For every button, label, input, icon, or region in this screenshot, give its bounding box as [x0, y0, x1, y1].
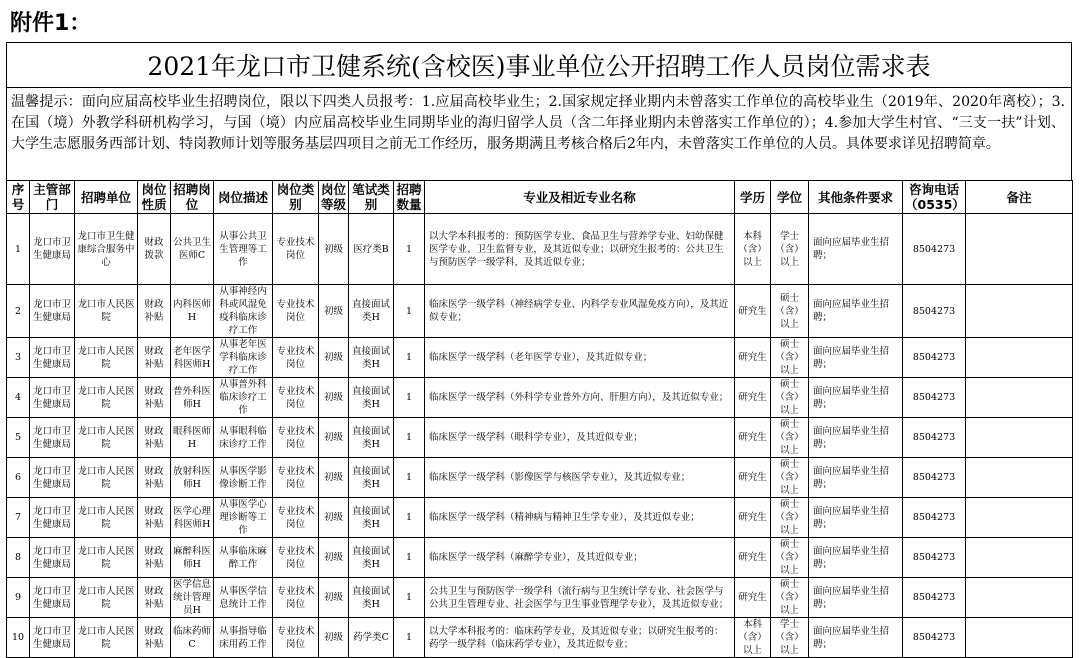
unit-cell: 龙口市人民医院: [75, 538, 138, 578]
phone-cell: 8504273: [903, 578, 966, 618]
major-cell: 以大学本科报考的：临床药学专业，及其近似专业；以研究生报考的：药学一级学科（临床药学专业），及其近似专业；: [425, 618, 735, 658]
conditions-cell: 面向应届毕业生招聘；: [809, 214, 903, 285]
nature-cell: 财政补贴: [138, 498, 171, 538]
post-type-cell: 专业技术岗位: [273, 498, 319, 538]
degree-cell: 硕士（含）以上: [771, 458, 809, 498]
row-number: 4: [7, 378, 30, 418]
nature-cell: 财政补贴: [138, 618, 171, 658]
level-cell: 初级: [319, 418, 349, 458]
post-cell: 麻醉科医师H: [171, 538, 214, 578]
desc-cell: 从事神经内科或风湿免疫科临床诊疗工作: [214, 285, 273, 338]
degree-cell: 硕士（含）以上: [771, 378, 809, 418]
education-cell: 研究生: [735, 498, 771, 538]
post-type-cell: 专业技术岗位: [273, 285, 319, 338]
phone-cell: 8504273: [903, 378, 966, 418]
degree-cell: 学士（含）以上: [771, 214, 809, 285]
remark-cell: [966, 578, 1073, 618]
major-cell: 公共卫生与预防医学一级学科（流行病与卫生统计学专业、社会医学与公共卫生管理专业、社会医学与卫生事业管理学专业），及其近似专业；: [425, 578, 735, 618]
post-type-cell: 专业技术岗位: [273, 378, 319, 418]
unit-cell: 龙口市人民医院: [75, 418, 138, 458]
degree-cell: 硕士（含）以上: [771, 538, 809, 578]
count-cell: 1: [394, 498, 425, 538]
unit-cell: 龙口市人民医院: [75, 578, 138, 618]
desc-cell: 从事医学影像诊断工作: [214, 458, 273, 498]
table-row: [7, 498, 1073, 538]
header-cell: 其他条件要求: [809, 181, 903, 214]
header-cell: 备注: [966, 181, 1073, 214]
dept-cell: 龙口市卫生健康局: [30, 214, 75, 285]
phone-cell: 8504273: [903, 618, 966, 658]
education-cell: 本科（含）以上: [735, 214, 771, 285]
table-row: [7, 418, 1073, 458]
exam-cell: 直接面试类H: [349, 418, 394, 458]
level-cell: 初级: [319, 458, 349, 498]
dept-cell: 龙口市卫生健康局: [30, 498, 75, 538]
major-cell: 临床医学一级学科（眼科学专业），及其近似专业；: [425, 418, 735, 458]
education-cell: 研究生: [735, 378, 771, 418]
level-cell: 初级: [319, 338, 349, 378]
major-cell: 临床医学一级学科（外科学专业普外方向、肝胆方向），及其近似专业；: [425, 378, 735, 418]
post-type-cell: 专业技术岗位: [273, 214, 319, 285]
exam-cell: 直接面试类H: [349, 378, 394, 418]
desc-cell: 从事公共卫生管理等工作: [214, 214, 273, 285]
row-number: 5: [7, 418, 30, 458]
header-cell: 招聘数量: [394, 181, 425, 214]
header-cell: 招聘岗位: [171, 181, 214, 214]
remark-cell: [966, 418, 1073, 458]
phone-cell: 8504273: [903, 538, 966, 578]
unit-cell: 龙口市人民医院: [75, 338, 138, 378]
nature-cell: 财政补贴: [138, 285, 171, 338]
remark-cell: [966, 458, 1073, 498]
row-number: 10: [7, 618, 30, 658]
level-cell: 初级: [319, 578, 349, 618]
row-number: 8: [7, 538, 30, 578]
count-cell: 1: [394, 618, 425, 658]
unit-cell: 龙口市人民医院: [75, 458, 138, 498]
phone-cell: 8504273: [903, 458, 966, 498]
header-cell: 专业及相近专业名称: [425, 181, 735, 214]
major-cell: 以大学本科报考的：预防医学专业、食品卫生与营养学专业、妇幼保健医学专业、卫生监督专业，及其近似专业；以研究生报考的：公共卫生与预防医学一级学科，及其近似专业；: [425, 214, 735, 285]
count-cell: 1: [394, 538, 425, 578]
table-row: [7, 538, 1073, 578]
level-cell: 初级: [319, 618, 349, 658]
education-cell: 研究生: [735, 418, 771, 458]
education-cell: 研究生: [735, 458, 771, 498]
desc-cell: 从事眼科临床诊疗工作: [214, 418, 273, 458]
exam-cell: 医疗类B: [349, 214, 394, 285]
header-cell: 咨询电话（0535）: [903, 181, 966, 214]
desc-cell: 从事医学信息统计工作: [214, 578, 273, 618]
nature-cell: 财政补贴: [138, 538, 171, 578]
degree-cell: 硕士（含）以上: [771, 338, 809, 378]
level-cell: 初级: [319, 285, 349, 338]
exam-cell: 直接面试类H: [349, 538, 394, 578]
table-row: [7, 285, 1073, 338]
conditions-cell: 面向应届毕业生招聘；: [809, 618, 903, 658]
desc-cell: 从事临床麻醉工作: [214, 538, 273, 578]
header-cell: 学位: [771, 181, 809, 214]
exam-cell: 直接面试类H: [349, 338, 394, 378]
conditions-cell: 面向应届毕业生招聘；: [809, 498, 903, 538]
dept-cell: 龙口市卫生健康局: [30, 418, 75, 458]
header-cell: 笔试类别: [349, 181, 394, 214]
dept-cell: 龙口市卫生健康局: [30, 338, 75, 378]
post-cell: 眼科医师H: [171, 418, 214, 458]
unit-cell: 龙口市人民医院: [75, 285, 138, 338]
post-cell: 普外科医师H: [171, 378, 214, 418]
row-number: 1: [7, 214, 30, 285]
exam-cell: 直接面试类H: [349, 285, 394, 338]
nature-cell: 财政拨款: [138, 214, 171, 285]
header-cell: 岗位描述: [214, 181, 273, 214]
header-cell: 岗位类别: [273, 181, 319, 214]
attachment-label: 附件1：: [10, 11, 92, 36]
table-row: [7, 338, 1073, 378]
dept-cell: 龙口市卫生健康局: [30, 578, 75, 618]
row-number: 2: [7, 285, 30, 338]
phone-cell: 8504273: [903, 418, 966, 458]
header-cell: 学历: [735, 181, 771, 214]
phone-cell: 8504273: [903, 338, 966, 378]
nature-cell: 财政补贴: [138, 578, 171, 618]
desc-cell: 从事普外科临床诊疗工作: [214, 378, 273, 418]
nature-cell: 财政补贴: [138, 458, 171, 498]
header-cell: 序号: [7, 181, 30, 214]
table-row: [7, 578, 1073, 618]
unit-cell: 龙口市人民医院: [75, 498, 138, 538]
remark-cell: [966, 338, 1073, 378]
conditions-cell: 面向应届毕业生招聘；: [809, 458, 903, 498]
degree-cell: 硕士（含）以上: [771, 578, 809, 618]
count-cell: 1: [394, 338, 425, 378]
dept-cell: 龙口市卫生健康局: [30, 378, 75, 418]
post-cell: 医学信息统计管理员H: [171, 578, 214, 618]
post-type-cell: 专业技术岗位: [273, 538, 319, 578]
education-cell: 研究生: [735, 338, 771, 378]
major-cell: 临床医学一级学科（麻醉学专业），及其近似专业；: [425, 538, 735, 578]
conditions-cell: 面向应届毕业生招聘；: [809, 578, 903, 618]
major-cell: 临床医学一级学科（神经病学专业、内科学专业风湿免疫方向），及其近似专业；: [425, 285, 735, 338]
post-cell: 医学心理科医师H: [171, 498, 214, 538]
post-type-cell: 专业技术岗位: [273, 458, 319, 498]
exam-cell: 药学类C: [349, 618, 394, 658]
post-cell: 临床药师C: [171, 618, 214, 658]
header-cell: 岗位性质: [138, 181, 171, 214]
level-cell: 初级: [319, 378, 349, 418]
dept-cell: 龙口市卫生健康局: [30, 285, 75, 338]
education-cell: 研究生: [735, 285, 771, 338]
conditions-cell: 面向应届毕业生招聘；: [809, 285, 903, 338]
phone-cell: 8504273: [903, 498, 966, 538]
desc-cell: 从事指导临床用药工作: [214, 618, 273, 658]
degree-cell: 硕士（含）以上: [771, 498, 809, 538]
dept-cell: 龙口市卫生健康局: [30, 618, 75, 658]
count-cell: 1: [394, 418, 425, 458]
major-cell: 临床医学一级学科（老年医学专业），及其近似专业；: [425, 338, 735, 378]
post-cell: 内科医师H: [171, 285, 214, 338]
header-cell: 招聘单位: [75, 181, 138, 214]
phone-cell: 8504273: [903, 285, 966, 338]
table-row: [7, 378, 1073, 418]
count-cell: 1: [394, 285, 425, 338]
unit-cell: 龙口市人民医院: [75, 618, 138, 658]
level-cell: 初级: [319, 538, 349, 578]
post-type-cell: 专业技术岗位: [273, 578, 319, 618]
degree-cell: 硕士（含）以上: [771, 418, 809, 458]
desc-cell: 从事老年医学科临床诊疗工作: [214, 338, 273, 378]
conditions-cell: 面向应届毕业生招聘；: [809, 378, 903, 418]
nature-cell: 财政补贴: [138, 338, 171, 378]
table-row: [7, 618, 1073, 658]
conditions-cell: 面向应届毕业生招聘；: [809, 338, 903, 378]
conditions-cell: 面向应届毕业生招聘；: [809, 418, 903, 458]
post-type-cell: 专业技术岗位: [273, 618, 319, 658]
remark-cell: [966, 378, 1073, 418]
count-cell: 1: [394, 458, 425, 498]
remark-cell: [966, 214, 1073, 285]
remark-cell: [966, 498, 1073, 538]
education-cell: 研究生: [735, 578, 771, 618]
exam-cell: 直接面试类H: [349, 578, 394, 618]
desc-cell: 从事医学心理诊断等工作: [214, 498, 273, 538]
nature-cell: 财政补贴: [138, 418, 171, 458]
header-cell: 主管部门: [30, 181, 75, 214]
nature-cell: 财政补贴: [138, 378, 171, 418]
level-cell: 初级: [319, 498, 349, 538]
phone-cell: 8504273: [903, 214, 966, 285]
dept-cell: 龙口市卫生健康局: [30, 458, 75, 498]
header-cell: 岗位等级: [319, 181, 349, 214]
positions-table: [6, 180, 1073, 658]
notice-text: 温馨提示：面向应届高校毕业生招聘岗位，限以下四类人员报考：1.应届高校毕业生；2.国家规定择业期内未曾落实工作单位的高校毕业生（2019年、2020年离校）；3.在国（境）外教学科研机构学习，与国（境）内应届高校毕业生同期毕业的海归留学人员（含二年择业期内未曾落实工作单位的）；4.参加大学生村官、“三支一扶”计划、大学生志愿服务西部计划、特岗教师计划等服务基层四项目之前无工作经历，服务期满且考核合格后2年内，未曾落实工作单位的人员。具体要求详见招聘简章。: [6, 88, 1072, 180]
degree-cell: 硕士（含）以上: [771, 285, 809, 338]
post-type-cell: 专业技术岗位: [273, 338, 319, 378]
remark-cell: [966, 618, 1073, 658]
post-cell: 公共卫生医师C: [171, 214, 214, 285]
table-row: [7, 458, 1073, 498]
exam-cell: 直接面试类H: [349, 458, 394, 498]
count-cell: 1: [394, 578, 425, 618]
education-cell: 本科（含）以上: [735, 618, 771, 658]
row-number: 6: [7, 458, 30, 498]
remark-cell: [966, 285, 1073, 338]
page-title: 2021年龙口市卫健系统(含校医)事业单位公开招聘工作人员岗位需求表: [6, 42, 1072, 88]
table-row: [7, 214, 1073, 285]
dept-cell: 龙口市卫生健康局: [30, 538, 75, 578]
post-type-cell: 专业技术岗位: [273, 418, 319, 458]
row-number: 7: [7, 498, 30, 538]
major-cell: 临床医学一级学科（精神病与精神卫生学专业），及其近似专业；: [425, 498, 735, 538]
education-cell: 研究生: [735, 538, 771, 578]
major-cell: 临床医学一级学科（影像医学与核医学专业），及其近似专业；: [425, 458, 735, 498]
row-number: 3: [7, 338, 30, 378]
unit-cell: 龙口市人民医院: [75, 378, 138, 418]
header-row: [7, 181, 1073, 214]
level-cell: 初级: [319, 214, 349, 285]
conditions-cell: 面向应届毕业生招聘；: [809, 538, 903, 578]
count-cell: 1: [394, 378, 425, 418]
post-cell: 放射科医师H: [171, 458, 214, 498]
row-number: 9: [7, 578, 30, 618]
remark-cell: [966, 538, 1073, 578]
count-cell: 1: [394, 214, 425, 285]
exam-cell: 直接面试类H: [349, 498, 394, 538]
unit-cell: 龙口市卫生健康综合服务中心: [75, 214, 138, 285]
degree-cell: 学士（含）以上: [771, 618, 809, 658]
post-cell: 老年医学科医师H: [171, 338, 214, 378]
